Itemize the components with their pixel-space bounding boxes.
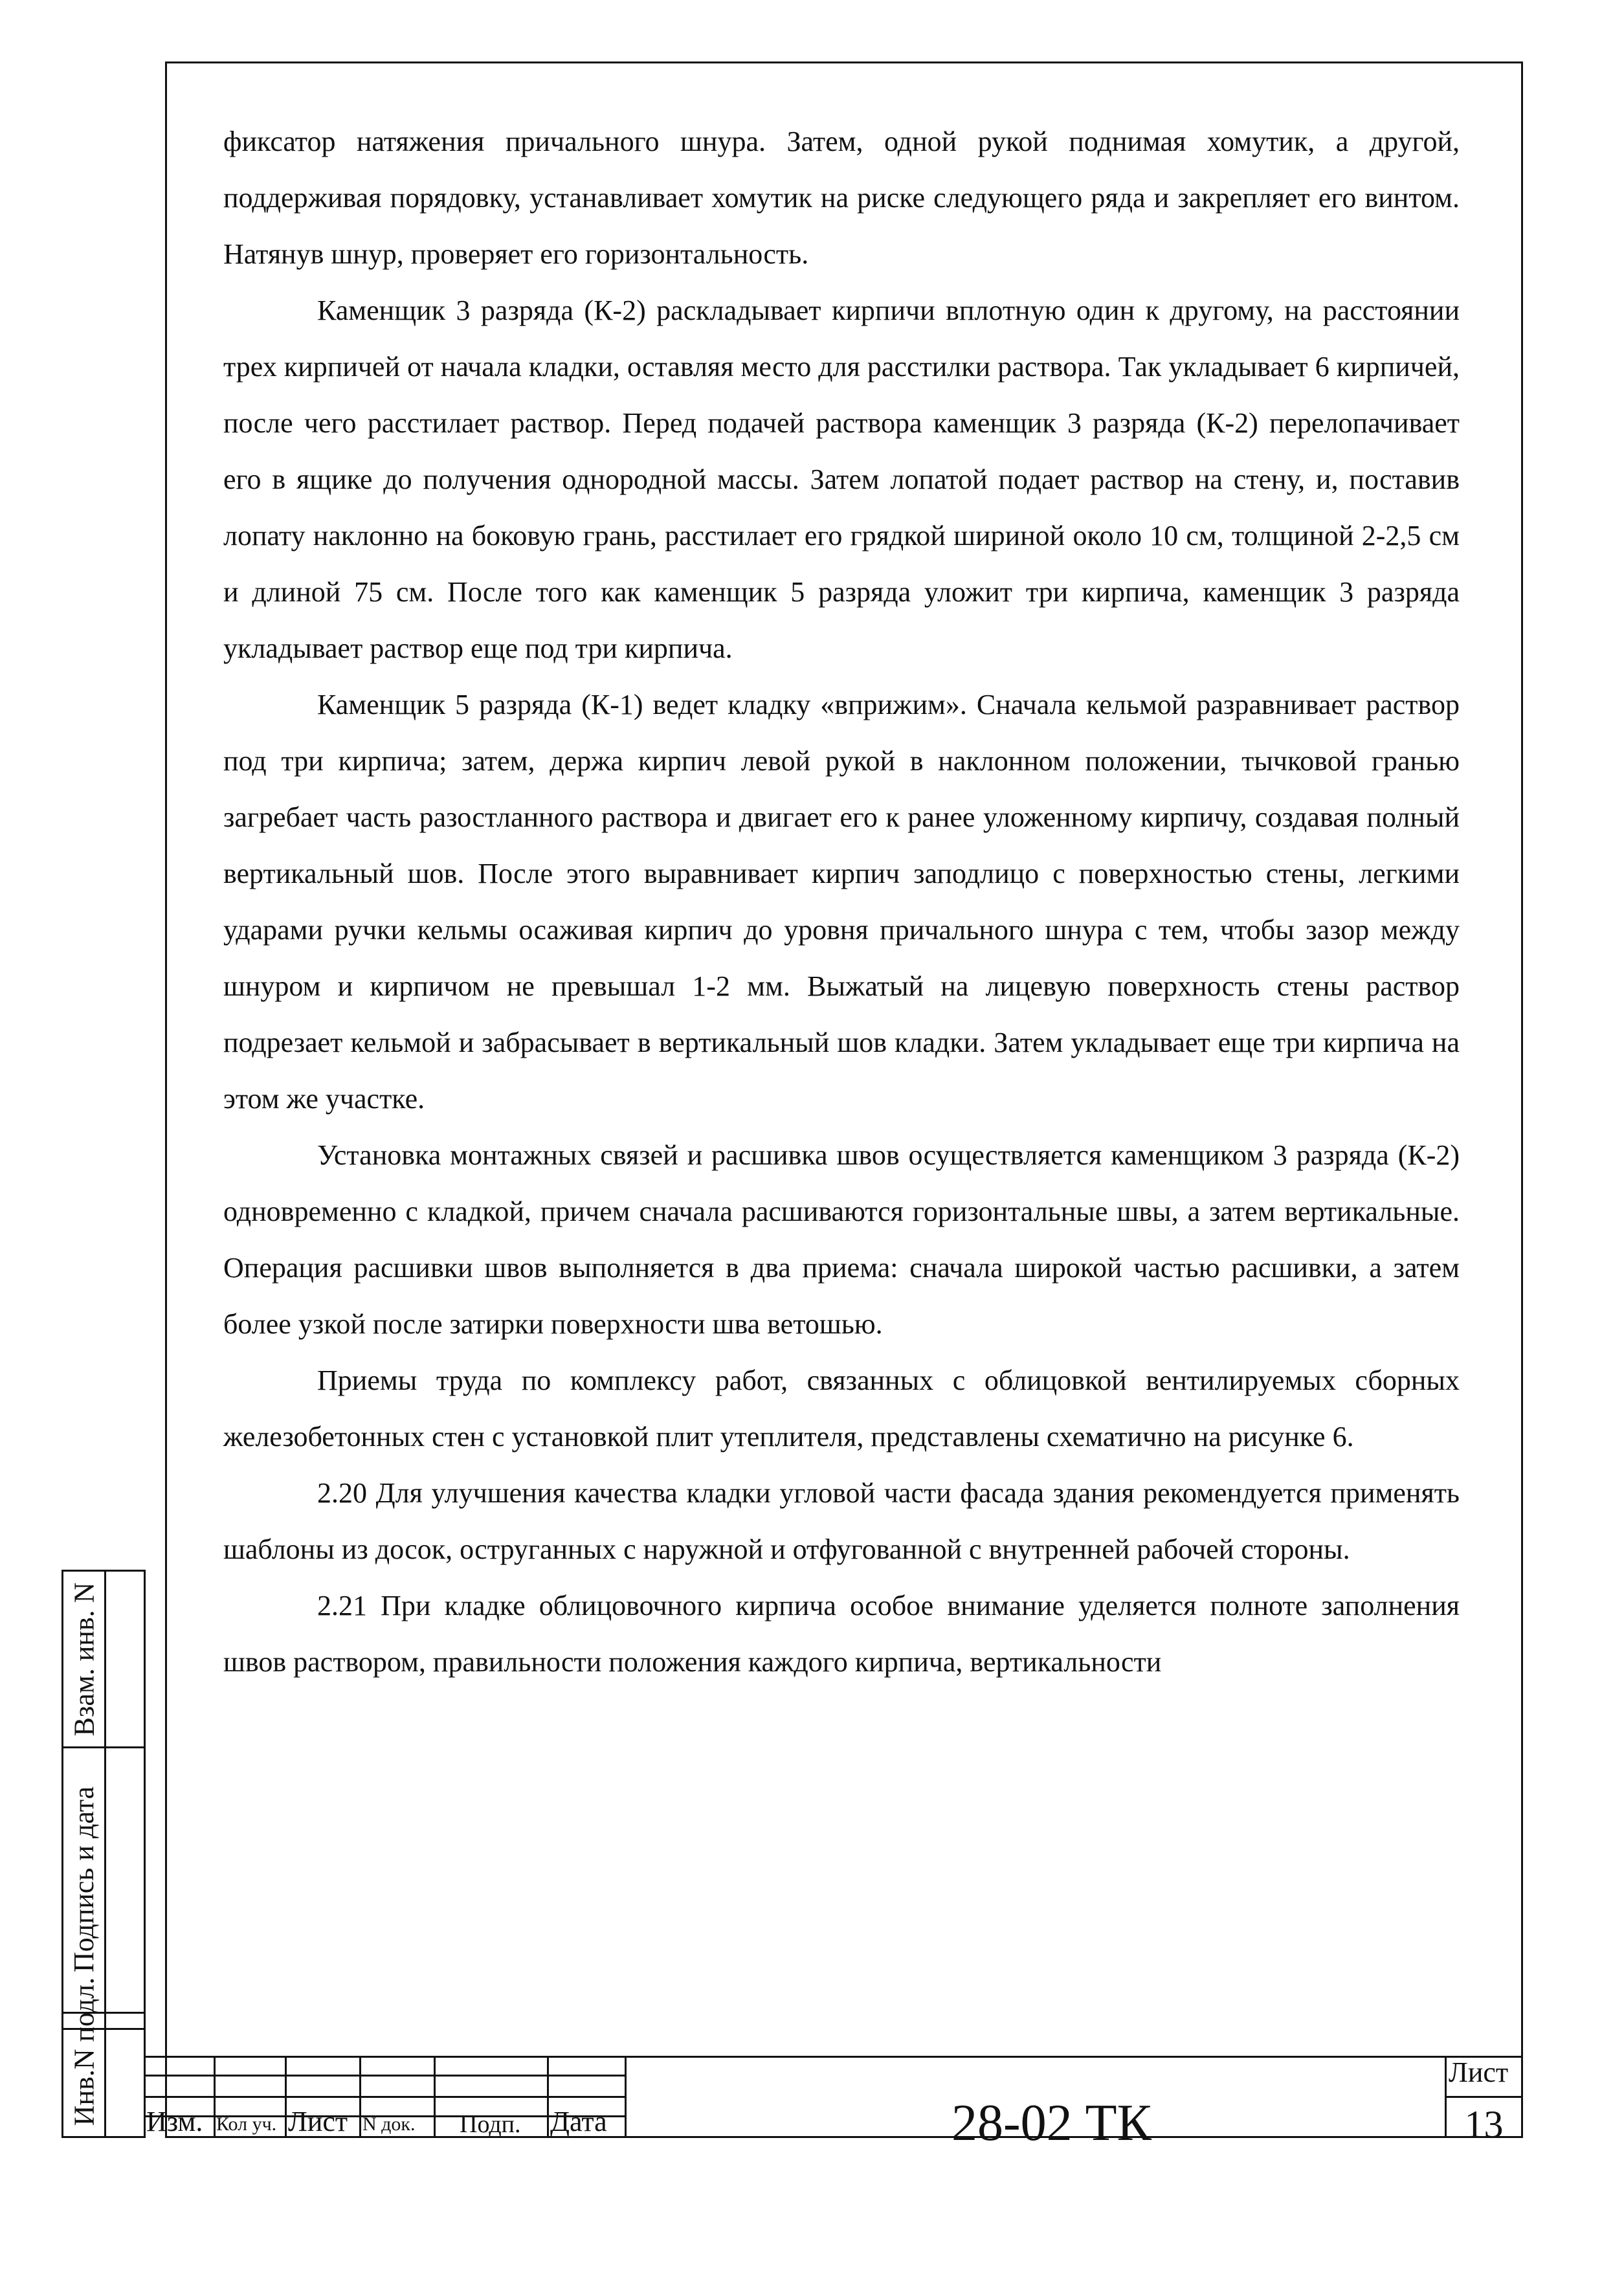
side-label-inv-podl: Инв.N подл.: [68, 1977, 100, 2126]
paragraph-3: Каменщик 5 разряда (К-1) ведет кладку «вприжим». Сначала кельмой разравнивает раствор под три кирпича; затем, держа кирпич левой рукой в наклонном положении, тычковой гранью загребает часть разостланного раствора и двигает его к ранее уложенному кирпичу, создавая полный вертикальный шов. После этого выравнивает кирпич заподлицо с поверхностью стены, легкими ударами ручки кельмы осаживая кирпич до уровня причального шнура с тем, чтобы зазор между шнуром и кирпичом не превышал 1-2 мм. Выжатый на лицевую поверхность стены раствор подрезает кельмой и забрасывает в вертикальный шов кладки. Затем укладывает еще три кирпича на этом же участке.: [223, 689, 1460, 1115]
label-podp: Подп.: [460, 2111, 521, 2138]
label-list: Лист: [288, 2106, 348, 2137]
document-code: 28-02 ТК: [951, 2095, 1151, 2152]
sheet-number: 13: [1464, 2103, 1504, 2146]
paragraph-4: Установка монтажных связей и расшивка швов осуществляется каменщиком 3 разряда (К-2) одновременно с кладкой, причем сначала расшиваются горизонтальные швы, а затем вертикальные. Операция расшивки швов выполняется в два приема: сначала широкой частью расшивки, а затем более узкой после затирки поверхности шва ветошью.: [223, 1139, 1460, 1340]
document-body: [223, 113, 1460, 1690]
side-label-vzam: Взам. инв. N: [68, 1582, 100, 1736]
paragraph-2: Каменщик 3 разряда (К-2) раскладывает кирпичи вплотную один к другому, на расстоянии трех кирпичей от начала кладки, оставляя место для расстилки раствора. Так укладывает 6 кирпичей, после чего расстилает раствор. Перед подачей раствора каменщик 3 разряда (К-2) перелопачивает его в ящике до получения однородной массы. Затем лопатой подает раствор на стену, и, поставив лопату наклонно на боковую грань, расстилает его грядкой шириной около 10 см, толщиной 2-2,5 см и длиной 75 см. После того как каменщик 5 разряда уложит три кирпича, каменщик 3 разряда укладывает раствор еще под три кирпича.: [223, 295, 1460, 664]
label-kol-uch: Кол уч.: [216, 2113, 277, 2135]
side-stamp: [61, 1570, 146, 2138]
side-label-sign-date: Подпись и дата: [68, 1786, 100, 1972]
sheet-label: Лист: [1449, 2056, 1509, 2088]
label-data: Дата: [550, 2106, 607, 2137]
side-divider: [104, 1572, 106, 2136]
label-izm: Изм.: [146, 2106, 203, 2137]
paragraph-1: фиксатор натяжения причального шнура. Затем, одной рукой поднимая хомутик, а другой, поддерживая порядовку, устанавливает хомутик на риске следующего ряда и закрепляет его винтом. Натянув шнур, проверяет его горизонтальность.: [223, 126, 1460, 270]
label-n-dok: N док.: [362, 2113, 416, 2135]
paragraph-5: Приемы труда по комплексу работ, связанных с облицовкой вентилируемых сборных железобетонных стен с установкой плит утеплителя, представлены схематично на рисунке 6.: [223, 1364, 1460, 1453]
paragraph-6: 2.20 Для улучшения качества кладки угловой части фасада здания рекомендуется применять шаблоны из досок, оструганных с наружной и отфугованной с внутренней рабочей стороны.: [223, 1477, 1460, 1565]
paragraph-7: 2.21 При кладке облицовочного кирпича особое внимание уделяется полноте заполнения швов раствором, правильности положения каждого кирпича, вертикальности: [223, 1590, 1460, 1678]
